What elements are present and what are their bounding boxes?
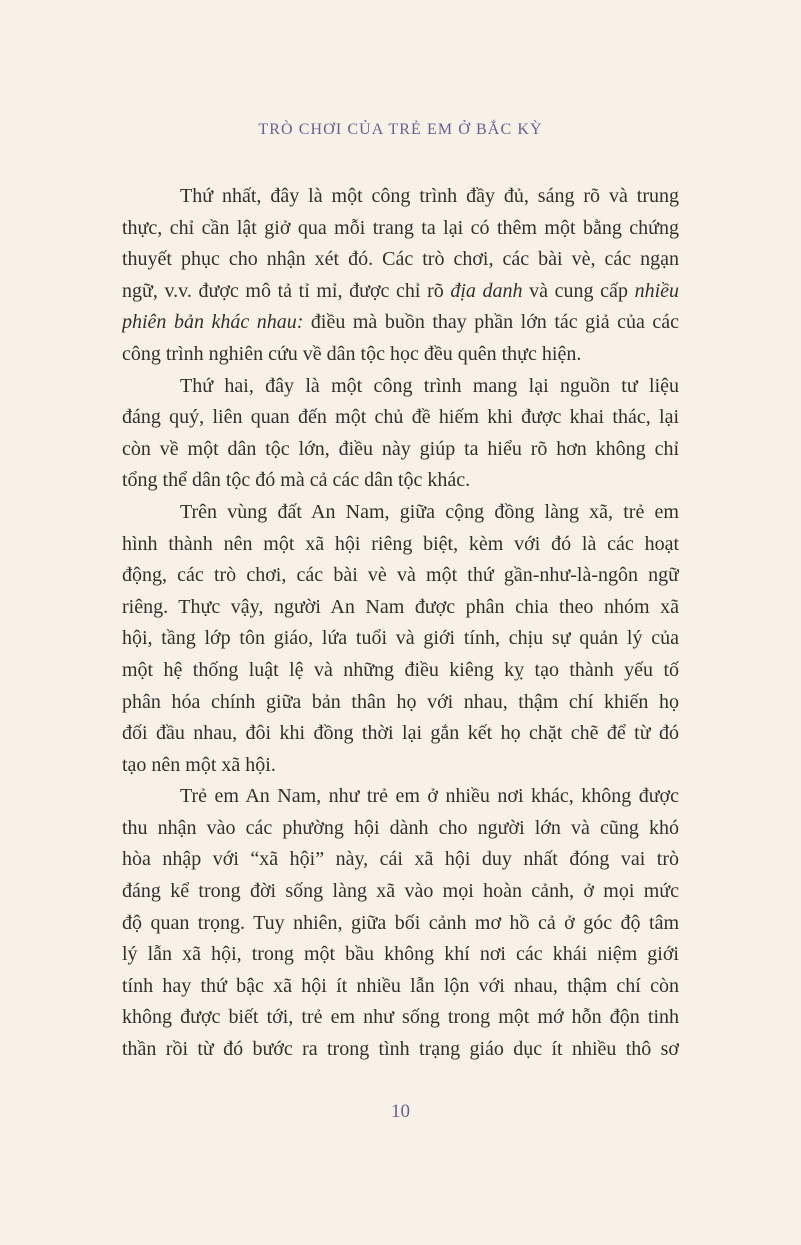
text-line (122, 497, 679, 529)
text-line (122, 781, 679, 813)
text-line (122, 1034, 679, 1066)
text-line (122, 971, 679, 1003)
running-header-title: TRÒ CHƠI CỦA TRẺ EM Ở BẮC KỲ (258, 121, 543, 138)
text-line (122, 750, 679, 782)
text-segment: thực, chỉ cần lật giở qua mỗi trang ta lại có thêm một bằng chứng (122, 216, 679, 239)
text-segment: tổng thể dân tộc đó mà cả các dân tộc khác. (122, 469, 471, 492)
text-line (122, 1002, 679, 1034)
text-line (122, 908, 679, 940)
text-segment: còn về một dân tộc lớn, điều này giúp ta hiểu rõ hơn không chỉ (122, 437, 679, 460)
text-line (122, 307, 679, 339)
text-segment: động, các trò chơi, các bài vè và một thứ gần-như-là-ngôn ngữ (122, 564, 679, 587)
text-segment-italic: nhiều (634, 279, 679, 302)
text-line (122, 434, 679, 466)
text-segment: ngữ, v.v. được mô tả tỉ mỉ, được chỉ rõ (122, 279, 451, 302)
text-segment: độ quan trọng. Tuy nhiên, giữa bối cảnh mơ hồ cả ở góc độ tâm (122, 911, 679, 934)
text-line (122, 213, 679, 245)
text-line (122, 844, 679, 876)
text-line (122, 939, 679, 971)
text-line (122, 339, 679, 371)
text-line (122, 181, 679, 213)
text-segment: Trẻ em An Nam, như trẻ em ở nhiều nơi khác, không được (180, 785, 679, 808)
text-segment: và cung cấp (522, 279, 635, 302)
text-segment: công trình nghiên cứu về dân tộc học đều quên thực hiện. (122, 342, 582, 365)
text-line (122, 560, 679, 592)
text-line (122, 655, 679, 687)
text-segment: lý lẫn xã hội, trong một bầu không khí nơi các khái niệm giới (122, 943, 679, 966)
text-segment: phân hóa chính giữa bản thân họ với nhau, thậm chí khiến họ (122, 690, 679, 713)
text-line (122, 244, 679, 276)
text-line (122, 465, 679, 497)
text-line (122, 687, 679, 719)
page-number: 10 (391, 1101, 410, 1122)
text-segment: riêng. Thực vậy, người An Nam được phân chia theo nhóm xã (122, 595, 679, 618)
text-segment: đáng quý, liên quan đến một chủ đề hiếm khi được khai thác, lại (122, 406, 679, 429)
text-segment: Trên vùng đất An Nam, giữa cộng đồng làng xã, trẻ em (180, 500, 679, 523)
text-segment: hình thành nên một xã hội riêng biệt, kèm với đó là các hoạt (122, 532, 679, 555)
body-text (122, 181, 679, 1066)
text-segment: điều mà buồn thay phần lớn tác giả của các (303, 311, 679, 334)
text-segment: hội, tầng lớp tôn giáo, lứa tuổi và giới tính, chịu sự quản lý của (122, 627, 679, 650)
text-segment-italic: phiên bản khác nhau: (122, 311, 304, 334)
text-segment: thu nhận vào các phường hội dành cho người lớn và cũng khó (122, 816, 679, 839)
text-line (122, 592, 679, 624)
text-segment: đối đầu nhau, đôi khi đồng thời lại gắn kết họ chặt chẽ để từ đó (122, 722, 679, 745)
text-segment: một hệ thống luật lệ và những điều kiêng kỵ tạo thành yếu tố (122, 658, 679, 681)
text-segment: Thứ nhất, đây là một công trình đầy đủ, sáng rõ và trung (180, 185, 679, 207)
text-line (122, 813, 679, 845)
text-segment: tạo nên một xã hội. (122, 753, 276, 776)
text-line (122, 276, 679, 308)
text-segment: hòa nhập với “xã hội” này, cái xã hội duy nhất đóng vai trò (122, 848, 679, 871)
text-segment-italic: địa danh (450, 279, 523, 302)
text-line (122, 371, 679, 403)
text-segment: Thứ hai, đây là một công trình mang lại nguồn tư liệu (180, 374, 679, 397)
text-segment: thuyết phục cho nhận xét đó. Các trò chơi, các bài vè, các ngạn (122, 248, 679, 271)
text-line (122, 623, 679, 655)
text-line (122, 876, 679, 908)
text-segment: tính hay thứ bậc xã hội ít nhiều lẫn lộn với nhau, thậm chí còn (122, 974, 679, 997)
text-line (122, 402, 679, 434)
text-segment: thần rồi từ đó bước ra trong tình trạng giáo dục ít nhiều thô sơ (122, 1038, 679, 1061)
text-segment: không được biết tới, trẻ em như sống trong một mớ hỗn độn tinh (122, 1006, 679, 1029)
text-line (122, 718, 679, 750)
text-segment: đáng kể trong đời sống làng xã vào mọi hoàn cảnh, ở mọi mức (122, 880, 679, 903)
text-line (122, 529, 679, 561)
